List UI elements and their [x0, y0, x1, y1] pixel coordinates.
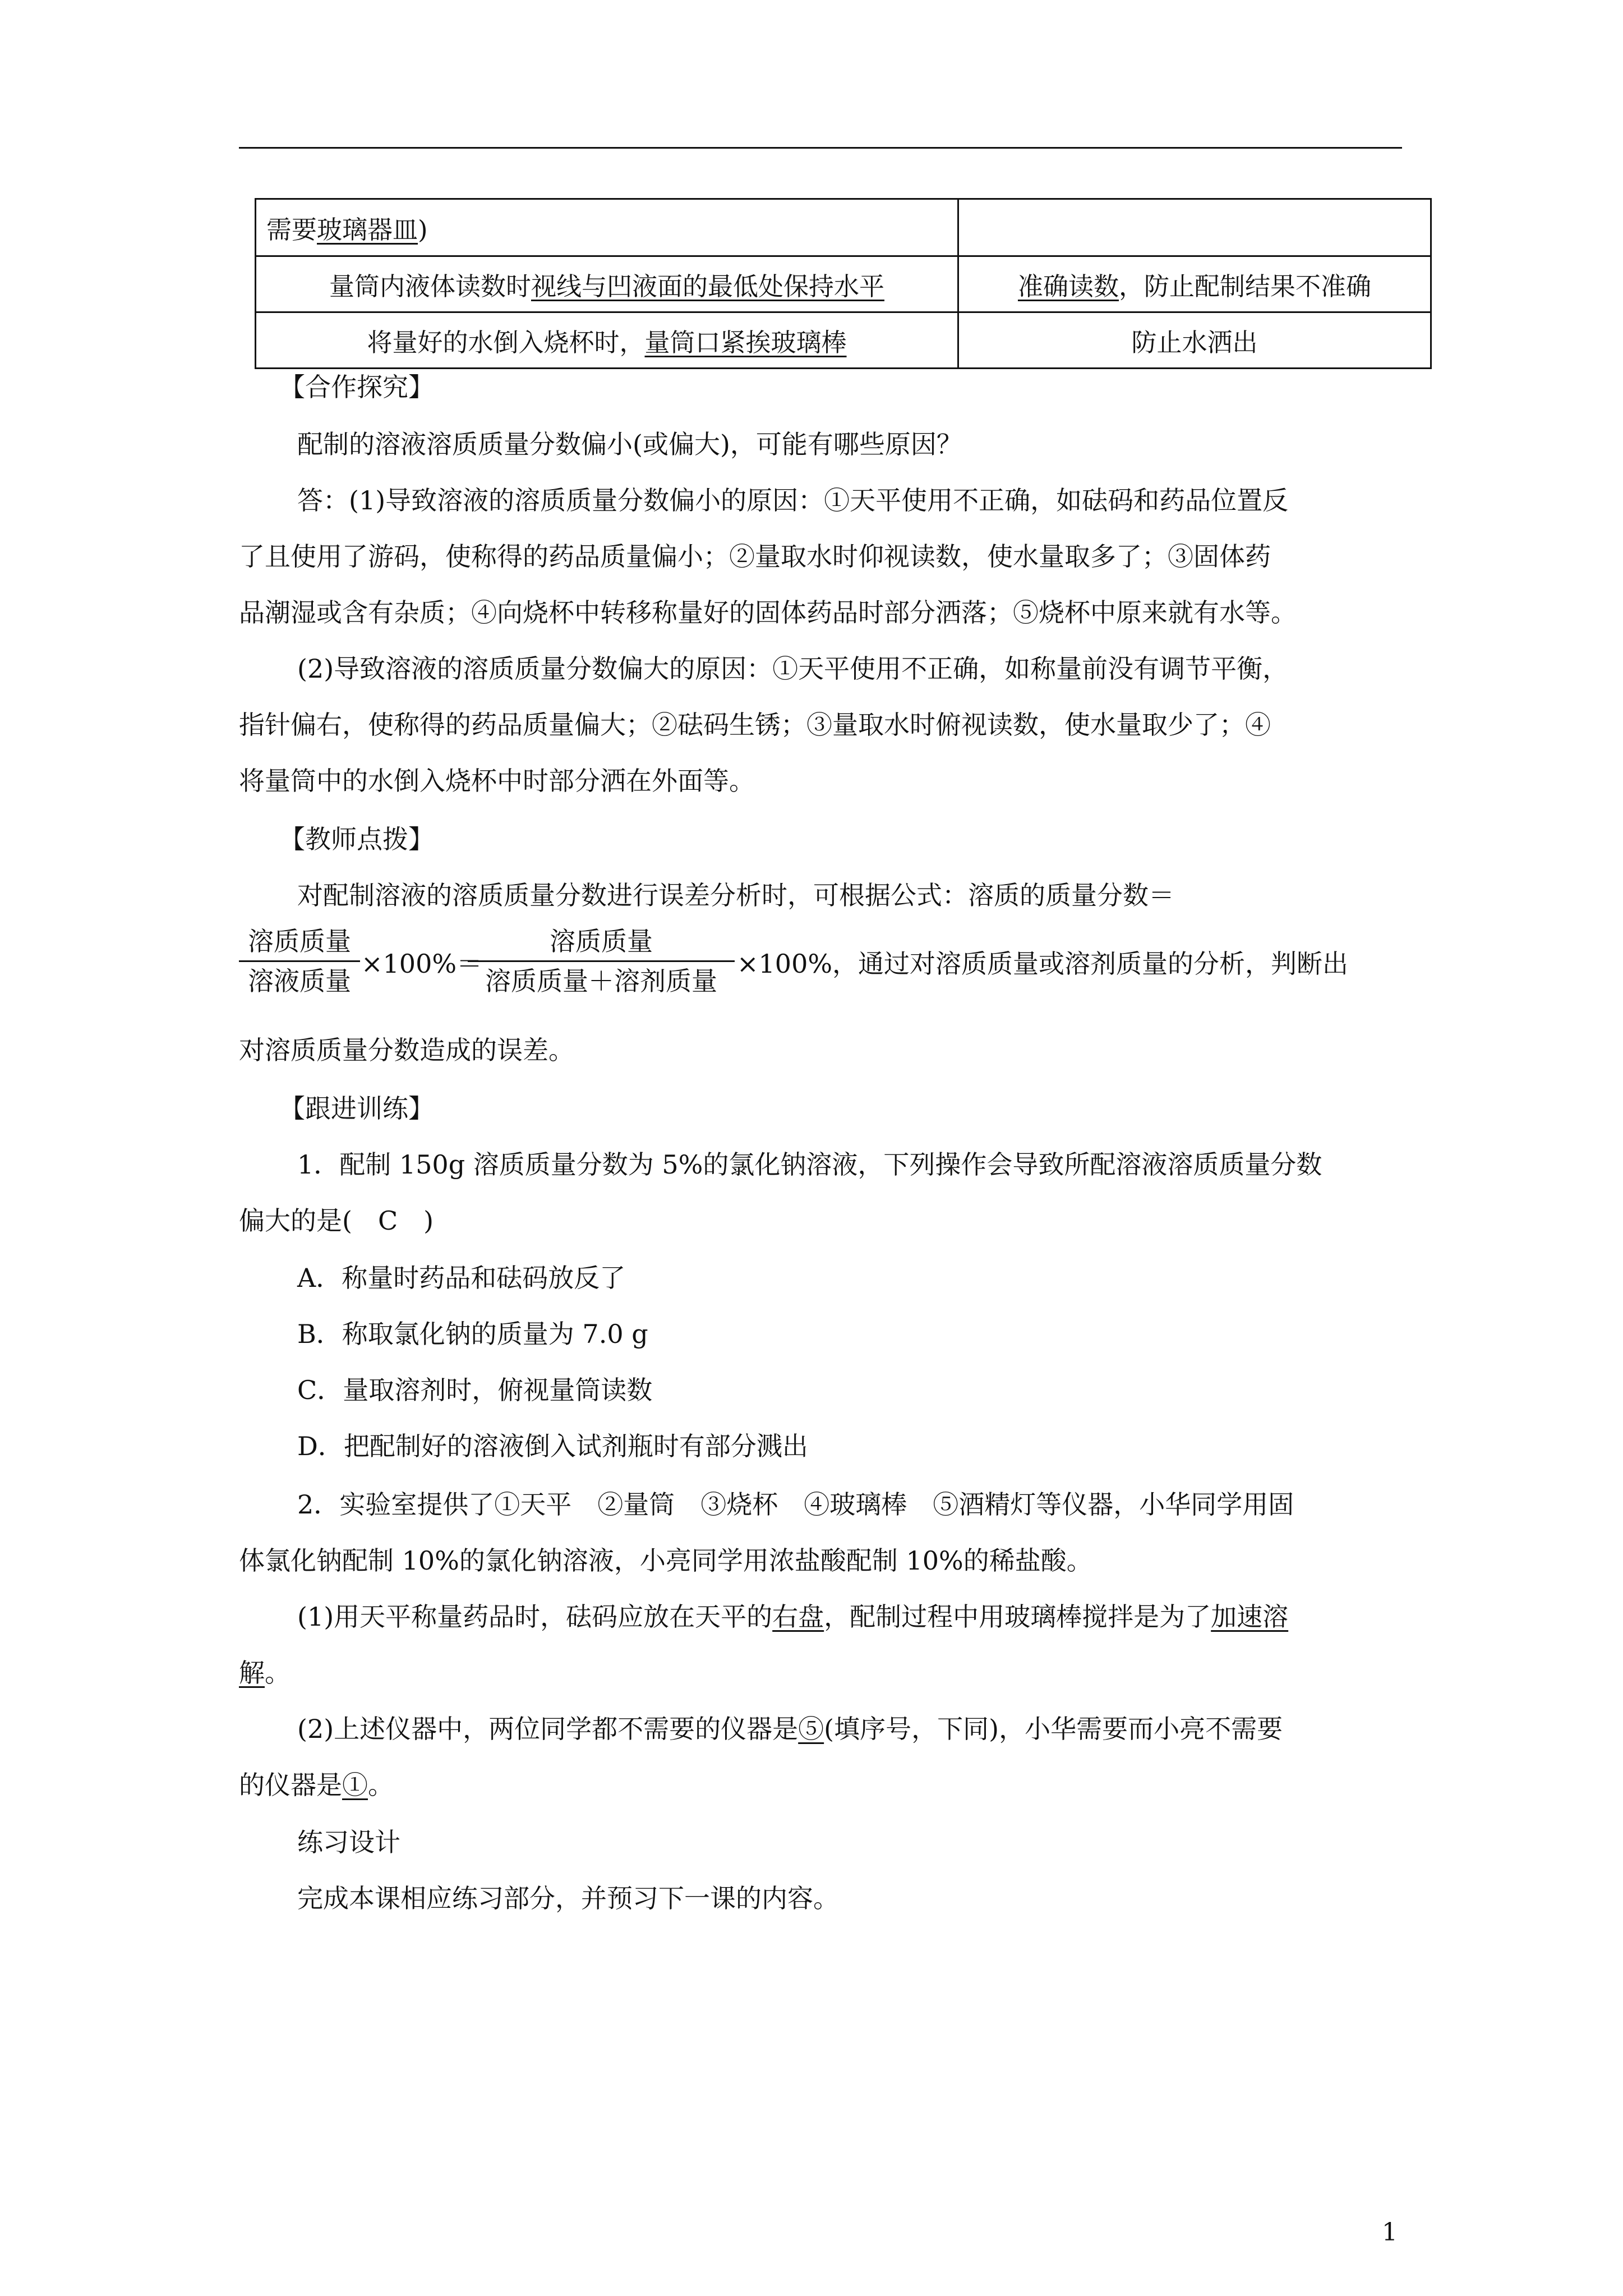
option-b: B．称取氯化钠的质量为 7.0 g [297, 1319, 648, 1349]
fraction-solute-over-sum [468, 926, 735, 997]
section-heading-practice-design: 练习设计 [297, 1827, 400, 1857]
formula-times: ×100%＝ [361, 949, 483, 979]
table-cell [256, 199, 958, 256]
answer2-line: 将量筒中的水倒入烧杯中时部分洒在外面等。 [239, 766, 755, 796]
formula-conclusion: 对溶质质量分数造成的误差。 [239, 1035, 574, 1065]
question-text: 配制的溶液溶质质量分数偏小(或偏大)，可能有哪些原因？ [297, 429, 962, 459]
section-heading-follow-up: 【跟进训练】 [279, 1093, 434, 1124]
formula-intro: 对配制溶液的溶质质量分数进行误差分析时，可根据公式：溶质的质量分数＝ [297, 880, 1174, 910]
text: (1)用天平称量药品时，砝码应放在天平的 [297, 1602, 773, 1632]
answer2-line: 指针偏右，使称得的药品质量偏大；②砝码生锈；③量取水时俯视读数，使水量取少了；④ [239, 710, 1271, 740]
fraction-denominator: 溶质质量＋溶剂质量 [468, 960, 735, 997]
question2-part2 [297, 1712, 1283, 1746]
cell-text: 防止水洒出 [1131, 328, 1258, 357]
answer-underlined: ① [342, 1770, 368, 1800]
question2-line: 2．实验室提供了①天平 ②量筒 ③烧杯 ④玻璃棒 ⑤酒精灯等仪器，小华同学用固 [297, 1489, 1294, 1520]
text: 的仪器是 [239, 1770, 342, 1800]
text: ，配制过程中用玻璃棒搅拌是为了 [824, 1602, 1211, 1632]
table-cell [256, 312, 958, 369]
answer1-line: 答：(1)导致溶液的溶质质量分数偏小的原因：①天平使用不正确，如砝码和药品位置反 [297, 485, 1289, 516]
answer-underlined: 加速溶 [1211, 1602, 1289, 1632]
table-cell [958, 256, 1431, 312]
page-number: 1 [1382, 2218, 1398, 2247]
answer-underlined: 右盘 [772, 1602, 824, 1632]
cell-text: ) [418, 215, 428, 245]
cell-text: 需要 [266, 215, 317, 245]
fraction-numerator: 溶质质量 [248, 926, 351, 956]
question1-line: 偏大的是( C ) [239, 1205, 434, 1236]
answer1-line: 了且使用了游码，使称得的药品质量偏小；②量取水时仰视读数，使水量取多了；③固体药 [239, 541, 1271, 572]
question2-part1 [297, 1600, 1288, 1634]
table-cell [256, 256, 958, 312]
text: 。 [368, 1770, 394, 1800]
table-cell [958, 312, 1431, 369]
section-heading-cooperative-inquiry: 【合作探究】 [279, 372, 434, 402]
question2-part2-cont [239, 1768, 394, 1802]
cell-text: 量筒内液体读数时 [329, 272, 531, 301]
cell-text: ，防止配制结果不准确 [1119, 272, 1372, 301]
section-heading-teacher-tips: 【教师点拨】 [279, 824, 434, 854]
fraction-numerator: 溶质质量 [550, 926, 653, 956]
practice-text: 完成本课相应练习部分，并预习下一课的内容。 [297, 1883, 839, 1913]
table-cell [958, 199, 1431, 256]
option-a: A．称量时药品和砝码放反了 [297, 1263, 626, 1293]
option-c: C．量取溶剂时，俯视量筒读数 [297, 1375, 653, 1405]
answer1-line: 品潮湿或含有杂质；④向烧杯中转移称量好的固体药品时部分洒落；⑤烧杯中原来就有水等。 [239, 597, 1297, 628]
answer-underlined: 解 [239, 1658, 265, 1688]
option-d: D．把配制好的溶液倒入试剂瓶时有部分溅出 [297, 1431, 808, 1461]
question2-part1-cont [239, 1656, 291, 1690]
cell-underlined-text: 准确读数 [1017, 272, 1119, 301]
text: (填序号，下同)，小华需要而小亮不需要 [824, 1714, 1283, 1744]
answer2-line: (2)导致溶液的溶质质量分数偏大的原因：①天平使用不正确，如称量前没有调节平衡， [297, 654, 1289, 684]
table-row [256, 199, 1431, 256]
cell-underlined-text: 视线与凹液面的最低处保持水平 [531, 272, 885, 301]
fraction-solute-over-solution [239, 926, 360, 997]
header-rule [239, 147, 1402, 149]
cell-text: 将量好的水倒入烧杯时， [367, 328, 645, 357]
answer-underlined: ⑤ [798, 1714, 824, 1744]
table-row [256, 312, 1431, 369]
table-row [256, 256, 1431, 312]
cell-underlined-text: 量筒口紧挨玻璃棒 [644, 328, 847, 357]
fraction-denominator: 溶液质量 [239, 960, 360, 997]
question2-line: 体氯化钠配制 10%的氯化钠溶液，小亮同学用浓盐酸配制 10%的稀盐酸。 [239, 1545, 1092, 1576]
question1-line: 1．配制 150g 溶质质量分数为 5%的氯化钠溶液，下列操作会导致所配溶液溶质质量分数 [297, 1149, 1322, 1180]
summary-table [255, 198, 1432, 369]
formula-tail: ×100%，通过对溶质质量或溶剂质量的分析，判断出 [737, 949, 1349, 979]
text: 。 [265, 1658, 291, 1688]
cell-underlined-text: 玻璃器皿 [317, 215, 418, 245]
text: (2)上述仪器中，两位同学都不需要的仪器是 [297, 1714, 799, 1744]
